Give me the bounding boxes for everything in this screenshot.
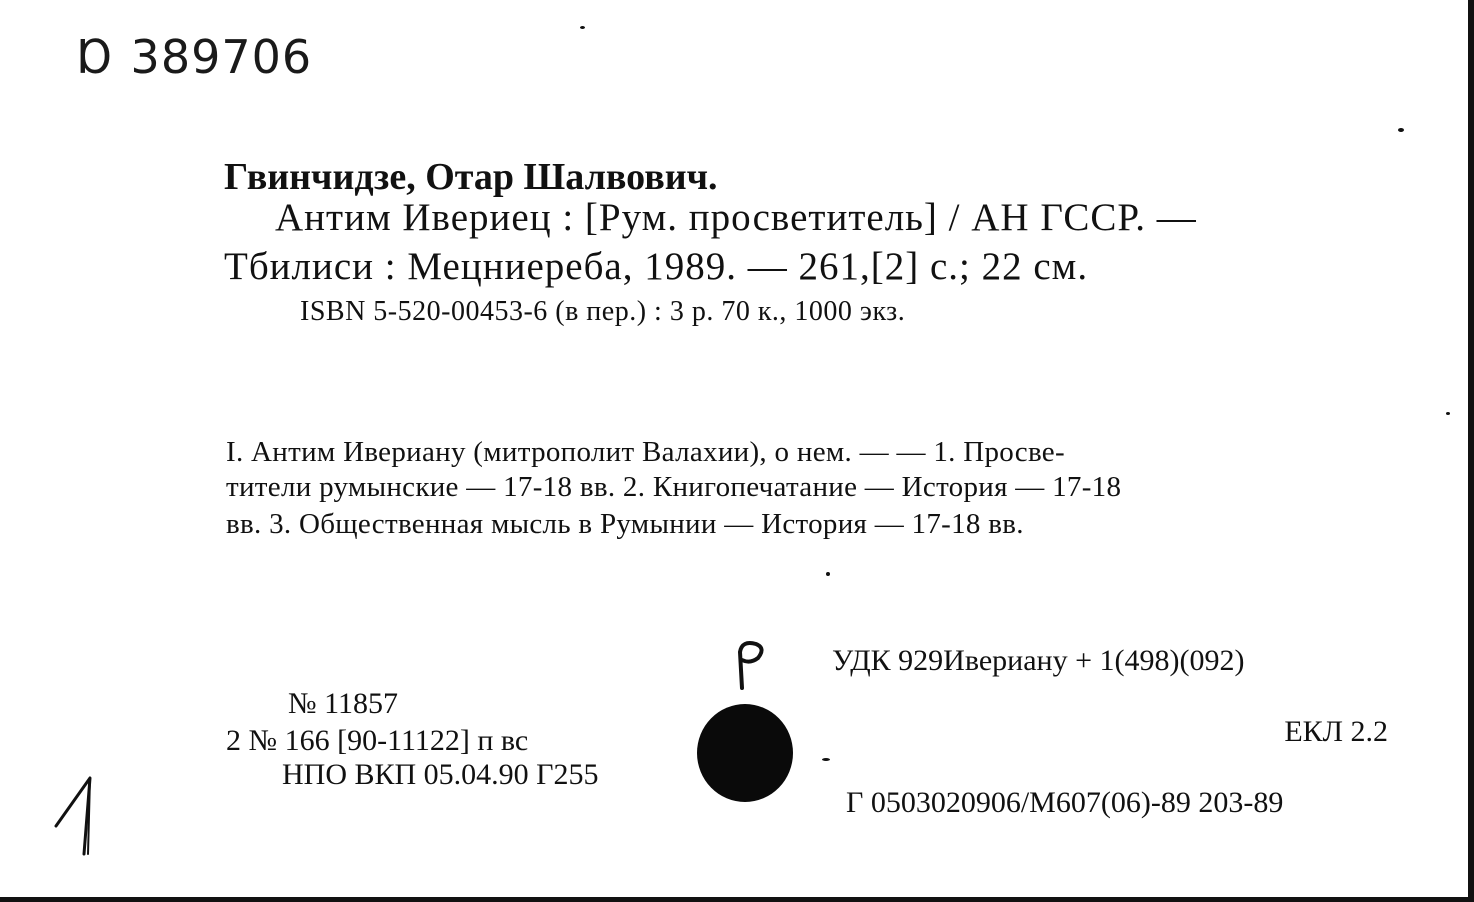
punch-hole (697, 704, 793, 802)
publisher-order: 2 № 166 [90-11122] п вс (226, 724, 529, 757)
title-line-1: Антим Ивериец : [Рум. просветитель] / АН ГССР. — (275, 196, 1197, 239)
ink-speck (822, 758, 830, 761)
t-code: Г 0503020906/М607(06)-89 203-89 (846, 786, 1284, 819)
ink-speck (1398, 128, 1404, 132)
card-number: № 11857 (288, 687, 399, 720)
handwritten-p-mark (728, 638, 776, 694)
ink-speck (826, 572, 830, 576)
subject-line-1: I. Антим Ивериану (митрополит Валахии), о нем. — — 1. Просве- (226, 436, 1065, 468)
author-heading: Гвинчидзе, Отар Шалвович. (224, 156, 718, 198)
udc-code: УДК 929Ивериану + 1(498)(092) (832, 644, 1245, 677)
inventory-number: Ɒ 389706 (78, 30, 313, 84)
handwritten-one-mark (50, 768, 100, 858)
ink-speck (1446, 412, 1450, 415)
subject-line-2: тители румынские — 17-18 вв. 2. Книгопечатание — История — 17-18 (226, 471, 1122, 503)
title-line-2: Тбилиси : Мецниереба, 1989. — 261,[2] с.; 22 см. (224, 245, 1089, 288)
ink-speck (580, 26, 585, 29)
isbn-line: ISBN 5-520-00453-6 (в пер.) : 3 р. 70 к., 1000 экз. (300, 296, 906, 327)
ekl-code: ЕКЛ 2.2 (1284, 715, 1388, 748)
npo-line: НПО ВКП 05.04.90 Г255 (282, 758, 599, 791)
subject-line-3: вв. 3. Общественная мысль в Румынии — История — 17-18 вв. (226, 508, 1024, 540)
